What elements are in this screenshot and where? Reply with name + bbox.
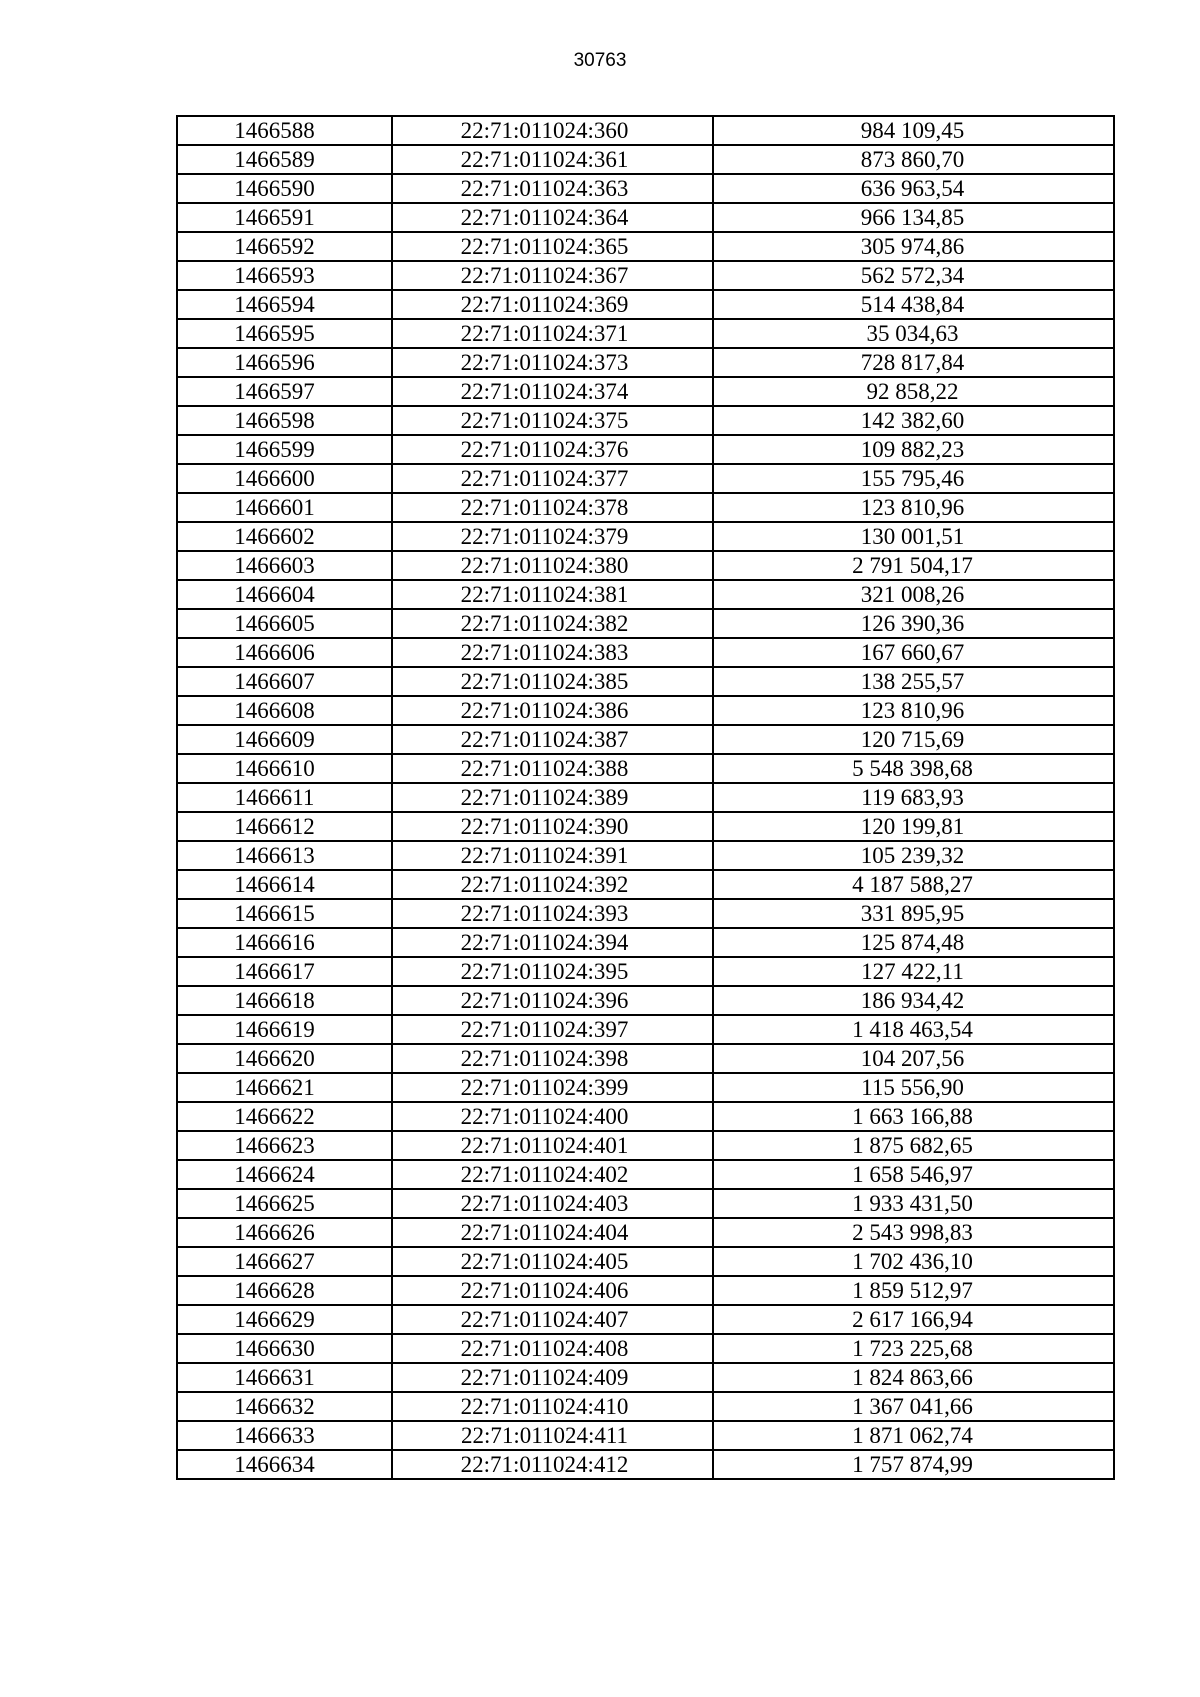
value-cell: 1 658 546,97 xyxy=(713,1160,1114,1189)
cadastral-number-cell: 22:71:011024:381 xyxy=(392,580,713,609)
value-cell: 1 663 166,88 xyxy=(713,1102,1114,1131)
cadastral-number-cell: 22:71:011024:389 xyxy=(392,783,713,812)
record-number-cell: 1466616 xyxy=(177,928,392,957)
table-row xyxy=(177,174,1114,203)
table-row xyxy=(177,203,1114,232)
record-number-cell: 1466622 xyxy=(177,1102,392,1131)
cadastral-number-cell: 22:71:011024:367 xyxy=(392,261,713,290)
value-cell: 514 438,84 xyxy=(713,290,1114,319)
table-row xyxy=(177,841,1114,870)
value-cell: 305 974,86 xyxy=(713,232,1114,261)
table-row xyxy=(177,899,1114,928)
table-row xyxy=(177,1015,1114,1044)
value-cell: 873 860,70 xyxy=(713,145,1114,174)
table-row xyxy=(177,783,1114,812)
record-number-cell: 1466625 xyxy=(177,1189,392,1218)
record-number-cell: 1466592 xyxy=(177,232,392,261)
record-number-cell: 1466630 xyxy=(177,1334,392,1363)
table-row xyxy=(177,232,1114,261)
cadastral-number-cell: 22:71:011024:409 xyxy=(392,1363,713,1392)
value-cell: 1 702 436,10 xyxy=(713,1247,1114,1276)
record-number-cell: 1466588 xyxy=(177,116,392,145)
record-number-cell: 1466626 xyxy=(177,1218,392,1247)
value-cell: 120 199,81 xyxy=(713,812,1114,841)
table-row xyxy=(177,261,1114,290)
table-row xyxy=(177,145,1114,174)
table-row xyxy=(177,1392,1114,1421)
value-cell: 138 255,57 xyxy=(713,667,1114,696)
value-cell: 109 882,23 xyxy=(713,435,1114,464)
value-cell: 636 963,54 xyxy=(713,174,1114,203)
cadastral-number-cell: 22:71:011024:399 xyxy=(392,1073,713,1102)
table-row xyxy=(177,1363,1114,1392)
record-number-cell: 1466629 xyxy=(177,1305,392,1334)
cadastral-number-cell: 22:71:011024:378 xyxy=(392,493,713,522)
table-row xyxy=(177,696,1114,725)
value-cell: 155 795,46 xyxy=(713,464,1114,493)
record-number-cell: 1466597 xyxy=(177,377,392,406)
table-row xyxy=(177,638,1114,667)
table-row xyxy=(177,116,1114,145)
cadastral-number-cell: 22:71:011024:361 xyxy=(392,145,713,174)
cadastral-number-cell: 22:71:011024:396 xyxy=(392,986,713,1015)
table-row xyxy=(177,1276,1114,1305)
table-row xyxy=(177,957,1114,986)
cadastral-number-cell: 22:71:011024:375 xyxy=(392,406,713,435)
table-row xyxy=(177,1160,1114,1189)
record-number-cell: 1466624 xyxy=(177,1160,392,1189)
table-row xyxy=(177,1073,1114,1102)
record-number-cell: 1466589 xyxy=(177,145,392,174)
value-cell: 1 933 431,50 xyxy=(713,1189,1114,1218)
cadastral-number-cell: 22:71:011024:382 xyxy=(392,609,713,638)
cadastral-number-cell: 22:71:011024:379 xyxy=(392,522,713,551)
table-row xyxy=(177,319,1114,348)
cadastral-number-cell: 22:71:011024:395 xyxy=(392,957,713,986)
value-cell: 1 871 062,74 xyxy=(713,1421,1114,1450)
value-cell: 1 367 041,66 xyxy=(713,1392,1114,1421)
record-number-cell: 1466615 xyxy=(177,899,392,928)
table-row xyxy=(177,1450,1114,1479)
value-cell: 123 810,96 xyxy=(713,493,1114,522)
table-row xyxy=(177,580,1114,609)
table-row xyxy=(177,667,1114,696)
record-number-cell: 1466633 xyxy=(177,1421,392,1450)
value-cell: 186 934,42 xyxy=(713,986,1114,1015)
cadastral-number-cell: 22:71:011024:400 xyxy=(392,1102,713,1131)
table-row xyxy=(177,1218,1114,1247)
cadastral-number-cell: 22:71:011024:405 xyxy=(392,1247,713,1276)
value-cell: 1 418 463,54 xyxy=(713,1015,1114,1044)
table-row xyxy=(177,725,1114,754)
record-number-cell: 1466595 xyxy=(177,319,392,348)
table-row xyxy=(177,986,1114,1015)
record-number-cell: 1466596 xyxy=(177,348,392,377)
record-number-cell: 1466606 xyxy=(177,638,392,667)
cadastral-number-cell: 22:71:011024:398 xyxy=(392,1044,713,1073)
table-row xyxy=(177,1305,1114,1334)
record-number-cell: 1466602 xyxy=(177,522,392,551)
value-cell: 5 548 398,68 xyxy=(713,754,1114,783)
cadastral-number-cell: 22:71:011024:386 xyxy=(392,696,713,725)
record-number-cell: 1466591 xyxy=(177,203,392,232)
cadastral-number-cell: 22:71:011024:402 xyxy=(392,1160,713,1189)
record-number-cell: 1466590 xyxy=(177,174,392,203)
record-number-cell: 1466621 xyxy=(177,1073,392,1102)
record-number-cell: 1466623 xyxy=(177,1131,392,1160)
table-row xyxy=(177,1421,1114,1450)
value-cell: 562 572,34 xyxy=(713,261,1114,290)
record-number-cell: 1466617 xyxy=(177,957,392,986)
record-number-cell: 1466607 xyxy=(177,667,392,696)
cadastral-number-cell: 22:71:011024:373 xyxy=(392,348,713,377)
value-cell: 966 134,85 xyxy=(713,203,1114,232)
value-cell: 123 810,96 xyxy=(713,696,1114,725)
cadastral-number-cell: 22:71:011024:392 xyxy=(392,870,713,899)
record-number-cell: 1466605 xyxy=(177,609,392,638)
value-cell: 1 824 863,66 xyxy=(713,1363,1114,1392)
table-row xyxy=(177,1189,1114,1218)
record-number-cell: 1466603 xyxy=(177,551,392,580)
cadastral-number-cell: 22:71:011024:394 xyxy=(392,928,713,957)
table-row xyxy=(177,348,1114,377)
cadastral-number-cell: 22:71:011024:391 xyxy=(392,841,713,870)
record-number-cell: 1466600 xyxy=(177,464,392,493)
record-number-cell: 1466611 xyxy=(177,783,392,812)
cadastral-number-cell: 22:71:011024:401 xyxy=(392,1131,713,1160)
record-number-cell: 1466618 xyxy=(177,986,392,1015)
value-cell: 1 859 512,97 xyxy=(713,1276,1114,1305)
table-body xyxy=(177,116,1114,1479)
cadastral-number-cell: 22:71:011024:360 xyxy=(392,116,713,145)
cadastral-number-cell: 22:71:011024:364 xyxy=(392,203,713,232)
record-number-cell: 1466612 xyxy=(177,812,392,841)
cadastral-number-cell: 22:71:011024:412 xyxy=(392,1450,713,1479)
value-cell: 321 008,26 xyxy=(713,580,1114,609)
table-row xyxy=(177,435,1114,464)
table-row xyxy=(177,812,1114,841)
table-row xyxy=(177,1102,1114,1131)
table-row xyxy=(177,377,1114,406)
page-number: 30763 xyxy=(573,50,627,71)
value-cell: 2 543 998,83 xyxy=(713,1218,1114,1247)
record-number-cell: 1466594 xyxy=(177,290,392,319)
record-number-cell: 1466631 xyxy=(177,1363,392,1392)
table-row xyxy=(177,1247,1114,1276)
cadastral-number-cell: 22:71:011024:397 xyxy=(392,1015,713,1044)
value-cell: 120 715,69 xyxy=(713,725,1114,754)
record-number-cell: 1466608 xyxy=(177,696,392,725)
cadastral-number-cell: 22:71:011024:380 xyxy=(392,551,713,580)
table-row xyxy=(177,609,1114,638)
record-number-cell: 1466613 xyxy=(177,841,392,870)
record-number-cell: 1466604 xyxy=(177,580,392,609)
cadastral-number-cell: 22:71:011024:365 xyxy=(392,232,713,261)
cadastral-number-cell: 22:71:011024:371 xyxy=(392,319,713,348)
record-number-cell: 1466628 xyxy=(177,1276,392,1305)
cadastral-number-cell: 22:71:011024:411 xyxy=(392,1421,713,1450)
table-row xyxy=(177,406,1114,435)
cadastral-number-cell: 22:71:011024:376 xyxy=(392,435,713,464)
table-row xyxy=(177,464,1114,493)
cadastral-number-cell: 22:71:011024:404 xyxy=(392,1218,713,1247)
value-cell: 2 791 504,17 xyxy=(713,551,1114,580)
cadastral-number-cell: 22:71:011024:393 xyxy=(392,899,713,928)
value-cell: 35 034,63 xyxy=(713,319,1114,348)
cadastral-number-cell: 22:71:011024:407 xyxy=(392,1305,713,1334)
value-cell: 119 683,93 xyxy=(713,783,1114,812)
value-cell: 105 239,32 xyxy=(713,841,1114,870)
record-number-cell: 1466632 xyxy=(177,1392,392,1421)
cadastral-number-cell: 22:71:011024:363 xyxy=(392,174,713,203)
value-cell: 1 723 225,68 xyxy=(713,1334,1114,1363)
table-row xyxy=(177,1334,1114,1363)
table-row xyxy=(177,1131,1114,1160)
cadastral-number-cell: 22:71:011024:377 xyxy=(392,464,713,493)
record-number-cell: 1466593 xyxy=(177,261,392,290)
cadastral-number-cell: 22:71:011024:383 xyxy=(392,638,713,667)
cadastral-number-cell: 22:71:011024:403 xyxy=(392,1189,713,1218)
record-number-cell: 1466601 xyxy=(177,493,392,522)
value-cell: 4 187 588,27 xyxy=(713,870,1114,899)
value-cell: 126 390,36 xyxy=(713,609,1114,638)
table-row xyxy=(177,754,1114,783)
record-number-cell: 1466619 xyxy=(177,1015,392,1044)
table-row xyxy=(177,522,1114,551)
cadastral-number-cell: 22:71:011024:374 xyxy=(392,377,713,406)
cadastral-number-cell: 22:71:011024:387 xyxy=(392,725,713,754)
value-cell: 728 817,84 xyxy=(713,348,1114,377)
value-cell: 125 874,48 xyxy=(713,928,1114,957)
cadastral-number-cell: 22:71:011024:385 xyxy=(392,667,713,696)
cadastral-number-cell: 22:71:011024:388 xyxy=(392,754,713,783)
value-cell: 1 875 682,65 xyxy=(713,1131,1114,1160)
record-number-cell: 1466610 xyxy=(177,754,392,783)
value-cell: 104 207,56 xyxy=(713,1044,1114,1073)
value-cell: 127 422,11 xyxy=(713,957,1114,986)
cadastral-number-cell: 22:71:011024:406 xyxy=(392,1276,713,1305)
value-cell: 142 382,60 xyxy=(713,406,1114,435)
table-row xyxy=(177,551,1114,580)
table-row xyxy=(177,290,1114,319)
data-table xyxy=(176,115,1115,1480)
value-cell: 115 556,90 xyxy=(713,1073,1114,1102)
value-cell: 331 895,95 xyxy=(713,899,1114,928)
table-row xyxy=(177,493,1114,522)
value-cell: 2 617 166,94 xyxy=(713,1305,1114,1334)
cadastral-number-cell: 22:71:011024:410 xyxy=(392,1392,713,1421)
record-number-cell: 1466599 xyxy=(177,435,392,464)
record-number-cell: 1466609 xyxy=(177,725,392,754)
record-number-cell: 1466598 xyxy=(177,406,392,435)
value-cell: 984 109,45 xyxy=(713,116,1114,145)
table-row xyxy=(177,1044,1114,1073)
record-number-cell: 1466620 xyxy=(177,1044,392,1073)
value-cell: 1 757 874,99 xyxy=(713,1450,1114,1479)
cadastral-number-cell: 22:71:011024:390 xyxy=(392,812,713,841)
record-number-cell: 1466614 xyxy=(177,870,392,899)
record-number-cell: 1466634 xyxy=(177,1450,392,1479)
value-cell: 92 858,22 xyxy=(713,377,1114,406)
record-number-cell: 1466627 xyxy=(177,1247,392,1276)
table-row xyxy=(177,870,1114,899)
value-cell: 130 001,51 xyxy=(713,522,1114,551)
cadastral-number-cell: 22:71:011024:408 xyxy=(392,1334,713,1363)
cadastral-number-cell: 22:71:011024:369 xyxy=(392,290,713,319)
value-cell: 167 660,67 xyxy=(713,638,1114,667)
table-row xyxy=(177,928,1114,957)
